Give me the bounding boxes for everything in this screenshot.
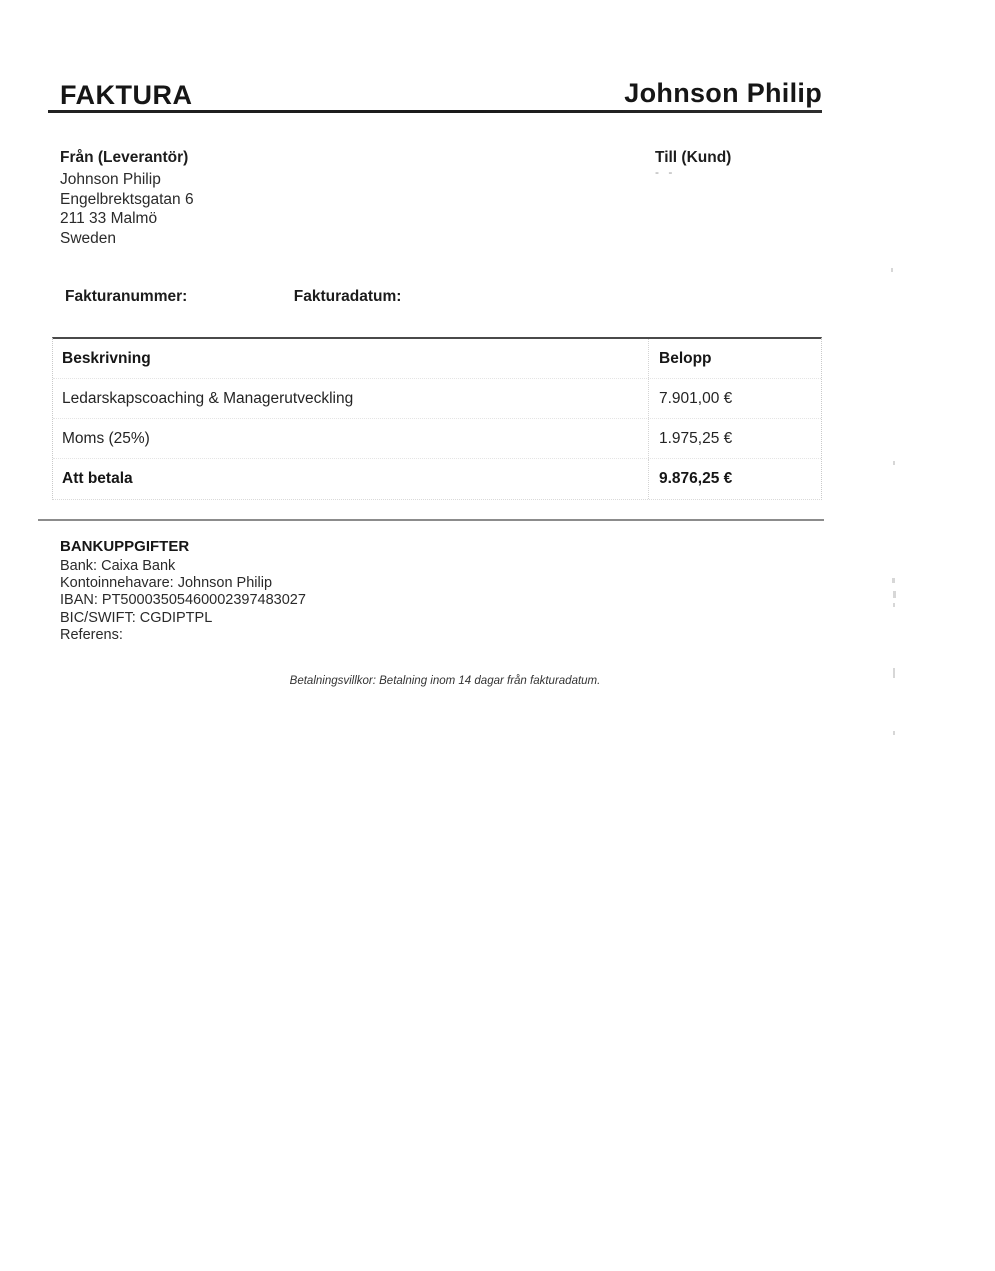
supplier-name-header: Johnson Philip bbox=[624, 78, 822, 108]
amount-cell: 1.975,25 € bbox=[659, 429, 733, 447]
scan-artifact bbox=[893, 591, 896, 598]
table-header-row bbox=[53, 339, 821, 379]
invoice-number-label: Fakturanummer: bbox=[65, 288, 188, 305]
bank-line-iban: IBAN: PT50003505460002397483027 bbox=[60, 592, 306, 609]
bank-line-bic: BIC/SWIFT: CGDIPTPL bbox=[60, 609, 213, 626]
scan-artifact bbox=[893, 731, 895, 735]
table-row-total bbox=[53, 459, 821, 499]
invoice-date-label: Fakturadatum: bbox=[293, 288, 402, 305]
amount-cell: 9.876,25 € bbox=[659, 470, 733, 487]
scan-artifact bbox=[891, 268, 893, 272]
scan-artifact bbox=[893, 603, 895, 607]
amount-cell: 7.901,00 € bbox=[659, 389, 733, 407]
scan-artifact bbox=[893, 668, 895, 678]
to-section bbox=[655, 149, 731, 177]
from-line-city: 211 33 Malmö bbox=[60, 210, 158, 227]
bank-line-reference: Referens: bbox=[60, 626, 123, 643]
description-cell: Moms (25%) bbox=[53, 419, 649, 458]
table-row bbox=[53, 379, 821, 419]
header-rule bbox=[48, 110, 822, 113]
bank-line-bank: Bank: Caixa Bank bbox=[60, 558, 176, 574]
from-line-name: Johnson Philip bbox=[60, 171, 161, 188]
bank-details-section bbox=[60, 538, 306, 644]
to-label: Till (Kund) bbox=[655, 149, 732, 166]
from-label: Från (Leverantör) bbox=[60, 149, 189, 166]
section-divider bbox=[38, 519, 824, 521]
invoice-title: FAKTURA bbox=[60, 80, 193, 110]
line-items-table bbox=[52, 337, 822, 500]
table-header-description: Beskrivning bbox=[53, 339, 649, 378]
scan-artifact bbox=[893, 461, 895, 465]
from-line-street: Engelbrektsgatan 6 bbox=[60, 190, 194, 208]
scan-artifact bbox=[892, 578, 895, 583]
description-cell: Ledarskapscoaching & Managerutveckling bbox=[53, 379, 649, 418]
table-header-amount: Belopp bbox=[659, 349, 712, 367]
table-row bbox=[53, 419, 821, 459]
bank-details-title: BANKUPPGIFTER bbox=[60, 538, 190, 555]
description-cell: Att betala bbox=[53, 459, 649, 499]
invoice-meta bbox=[65, 288, 401, 306]
from-section bbox=[60, 149, 194, 248]
from-line-country: Sweden bbox=[60, 229, 117, 247]
payment-terms-note: Betalningsvillkor: Betalning inom 14 dagar från fakturadatum. bbox=[289, 675, 601, 687]
bank-line-holder: Kontoinnehavare: Johnson Philip bbox=[60, 575, 273, 592]
scan-remnant: - - bbox=[655, 165, 676, 179]
